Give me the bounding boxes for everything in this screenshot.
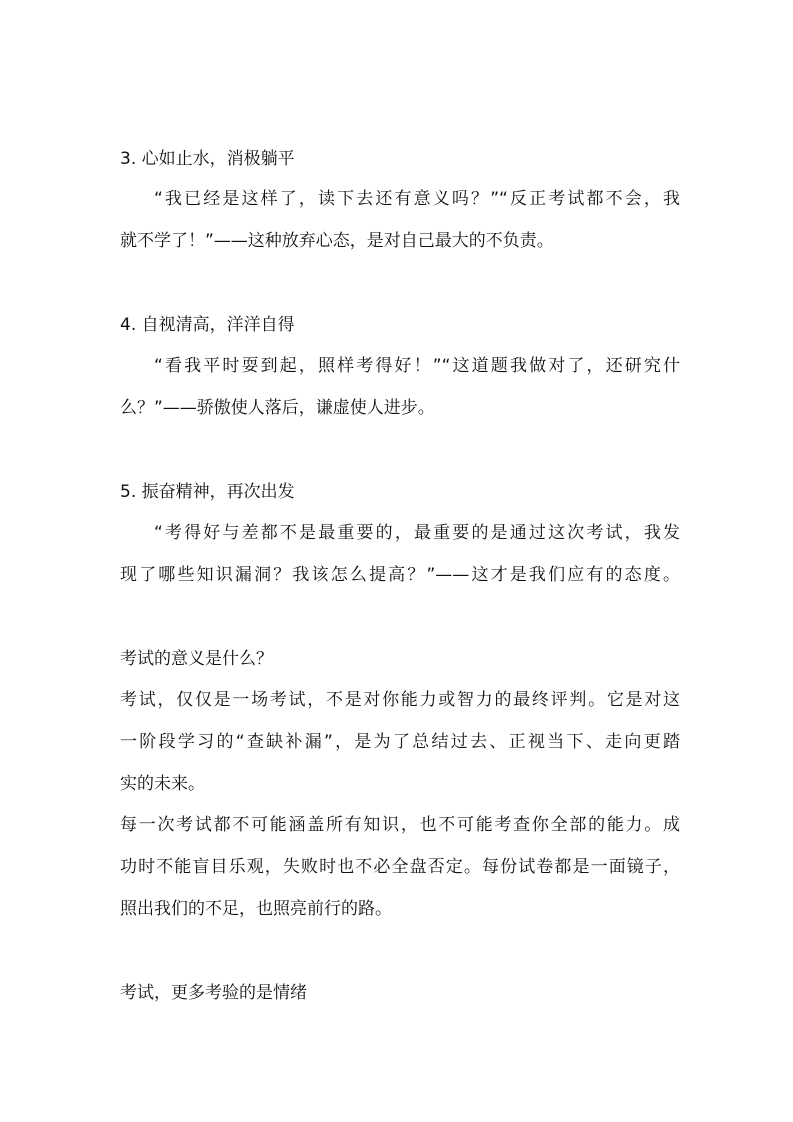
meaning-para1-line-1: 考试，仅仅是一场考试，不是对你能力或智力的最终评判。它是对这 [120, 690, 680, 710]
emotion-heading: 考试，更多考验的是情绪 [120, 983, 307, 1003]
section-4-body-line-2: 么？”——骄傲使人落后，谦虚使人进步。 [120, 398, 435, 418]
section-4-body-line-1: “看我平时耍到起，照样考得好！”“这道题我做对了，还研究什 [154, 356, 680, 376]
section-5-body-line-1: “考得好与差都不是最重要的，最重要的是通过这次考试，我发 [154, 523, 680, 543]
meaning-heading: 考试的意义是什么？ [120, 649, 273, 669]
section-3-body-line-2: 就不学了！”——这种放弃心态，是对自己最大的不负责。 [120, 231, 554, 251]
meaning-para1-line-3: 实的未来。 [120, 774, 205, 794]
meaning-para2-line-3: 照出我们的不足，也照亮前行的路。 [120, 899, 392, 919]
section-3-body-line-1: “我已经是这样了，读下去还有意义吗？”“反正考试都不会，我 [154, 189, 680, 209]
meaning-para2-line-2: 功时不能盲目乐观，失败时也不必全盘否定。每份试卷都是一面镜子， [120, 857, 680, 877]
section-3-heading: 3. 心如止水，消极躺平 [120, 149, 295, 169]
meaning-para2-line-1: 每一次考试都不可能涵盖所有知识，也不可能考查你全部的能力。成 [120, 815, 680, 835]
section-5-body-line-2: 现了哪些知识漏洞？我该怎么提高？”——这才是我们应有的态度。 [120, 565, 680, 585]
section-4-heading: 4. 自视清高，洋洋自得 [120, 315, 295, 335]
meaning-para1-line-2: 一阶段学习的“查缺补漏”，是为了总结过去、正视当下、走向更踏 [120, 732, 680, 752]
section-5-heading: 5. 振奋精神，再次出发 [120, 482, 295, 502]
